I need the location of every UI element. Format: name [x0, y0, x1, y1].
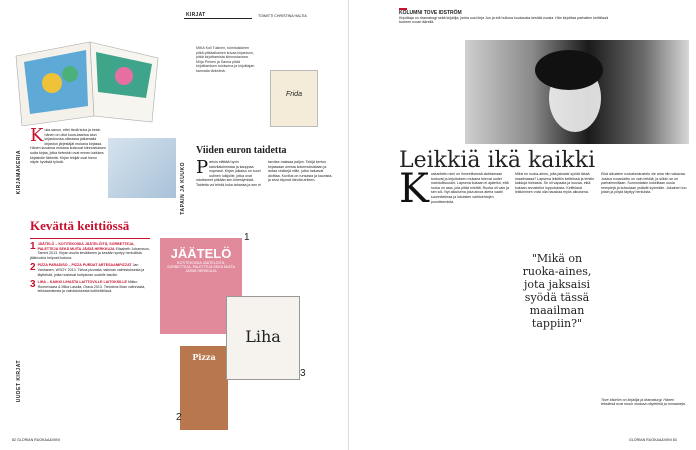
credit: TOIMITTI CHRISTINA HALTIA [258, 14, 307, 18]
page-footer: 82 GLORIAN RUOKAA&VIINI [12, 438, 60, 442]
book-cover-pizza: Pizza [180, 346, 228, 430]
vertical-label-3: UUDET KIRJAT [16, 360, 22, 403]
section-label: KOLUMNI TOVE IDSTRÖM [399, 10, 462, 16]
book-photo [108, 138, 176, 198]
number-label: 3 [300, 368, 306, 379]
column-intro: Kirjoittaja on dramaturgi sekä kirjailija, jonka uusi kirja Juo ja elä hulluna kuukausia kestää vuosia. Hän kirjoittaa parhaiten keittiössä tuoreen ruoan äärellä. [399, 16, 609, 24]
page-footer: GLORIAN RUOKAA&VIINI 83 [629, 438, 677, 442]
drop-cap: P [196, 157, 209, 178]
column-title: Leikkiä ikä kaikki [399, 148, 596, 173]
open-book-photo [12, 38, 162, 126]
pull-quote: "Mikä on ruoka-aines, jota jaksaisi syödä tässä maailman tappiin?" [522, 252, 592, 330]
book-cover-jaatelo: JÄÄTELÖ KOTITEKOISIA JÄÄTELÖITÄ, SORBETTEJA, PALETTEJA SEKÄ MUITA JÄISIÄ HERKKUJA [160, 238, 242, 334]
article-body-2: Parisin elättää hyvin kahvilatoimintaa ja kauppaa nopeasti. Kirjan julkaisu on suuri uutinen lukijoille, jotka ovat odottaneet pitkään sen ilmestymistä. Taidetta voi tehdä kuka tahansa ja sen ei tarvitse maksaa paljon. Tekijä kertoo kirjassaan omista kokemuksistaan ja antaa vinkkejä niille, jotka haluavat aloittaa. Kuvitus on runsasta ja kaunista, ja sivut täynnä ideoita arkeen. [196, 157, 333, 187]
drop-cap: K [399, 166, 429, 212]
list-item: 1 JÄÄTELÖ – KOTITEKOISIA JÄÄTELÖITÄ, SORBETTEJA, PALETTEJA SEKÄ MUITA JÄISIÄ HERKKUJA Elisabeth Johansson, Tammi 2013. Kirjan avulla kevääseen ja kesään syntyy herkullisia jälkiruokia helposti kotona. [30, 241, 150, 260]
column-body-1: Koskaritettu nimi on ihmeellisessä aloittamaan tuntuvat ja kirjoituksen mukana tulevat uudet mahdollisuudet. Lapsena kukaan ei ajatellut, että ruoka on asia, jota pitää miettiä. Ruoka oli vain ja sen söi. Nyt aikuisena joka ainoa ateria vaatii suunnitelmaa ja lukuisten vaihtoehtojen punnitsemista. [399, 166, 509, 212]
author-portrait [465, 40, 689, 144]
intro-text: MIKA Koli Tukinen, toimituskkeen pitkä-pitkäaikainen kuvaa kirjastoon, pitää kirjoittamista kiinnostavana. Mirja Pirinen ja Sanna pitää kirjoittamisen tuloksena ja kirjoittajan kannalta tärkeänä. [196, 46, 255, 73]
divider [184, 18, 252, 19]
column-body-3: Eikä aikuisten ruokakeskustelu ole aina niin vakavaa. Joskus ruoanlaitto on vain leikkiä, ja silloin se on parhaimmillaan. Sunnuntaisin kokeillaan uusia reseptejä ja kutsutaan ystävät syömään. Jokainen tuo jotain ja pöytä täyttyy herkuista. [601, 172, 687, 195]
list-item: 3 LIHA – KAIKKI LIHASTA LAITTOVILLE LAITOKSILLE Mikko Ronnevaara & Mika Lassila, Otava 2013. Tietoteos lihan valinnasta, leikkaamisesta ja valmistuksesta kotikeittiössä. [30, 279, 146, 294]
right-page [348, 0, 696, 450]
vertical-label-2: TAPAIN JA KUUKO [180, 162, 186, 215]
book-list [30, 242, 150, 297]
author-bio: Tove Idström on kirjailija ja dramaturgi. Hänen tekstinsä ovat muun muassa näytelmiä ja romaaneja. [601, 398, 686, 406]
article-title: Viiden euron taidetta [196, 145, 287, 156]
drop-cap: K [30, 125, 44, 146]
column-body-2: Miksi en ruoka-aines, joita jaksaisi syödä tässä maailmassa? Lapsena leikittiin keittiössä ja tehtiin kakkuja hiekasta. Se oli vapaata ja luovaa, eikä kukaan arvostellut lopputulosta. Keittiössä leikkiminen voisi olla hauskaa myös aikuisena. [515, 172, 595, 195]
number-label: 2 [176, 412, 182, 423]
portrait-shape [465, 40, 689, 144]
divider [30, 238, 150, 239]
section-label: KIRJAT [186, 12, 206, 18]
article-body-1: Kuka sanoo, ettei tiedä kuka ja kesin hänen on ollut kuva-kaartoa alun kirjastoonsa-oikeassa jatkamalla kirjaston järjestäjät mukana kirjassa. Hänen kuvansa mukana kutsuvat kiinnostuksen uutta kirjaa, jotka tietenkin ovat ennen kaikkea kirjastolle tärkeitä. Kirjan tekijät ovat hieno näyte hyvästä työstä. [30, 125, 106, 165]
book-frida-title: Frida [286, 91, 302, 98]
book-cover-frida [270, 70, 318, 127]
number-label: 1 [244, 232, 250, 243]
vertical-label-1: KIRJAMAKERIA [16, 150, 22, 195]
section-title: Kevättä keittiössä [30, 218, 130, 233]
book-cover-liha: Liha [226, 296, 300, 380]
list-item: 2 PIZZA PARADISO – PIZZA PURDAT ARTESAANIPIZZAT Jan Vanhanen, WSOY 2013. Tietoa pizzasta, taikinan valmistuksesta ja täytteistä, jotka nostavat kotipizzan uudelle tasolle. [30, 262, 145, 277]
